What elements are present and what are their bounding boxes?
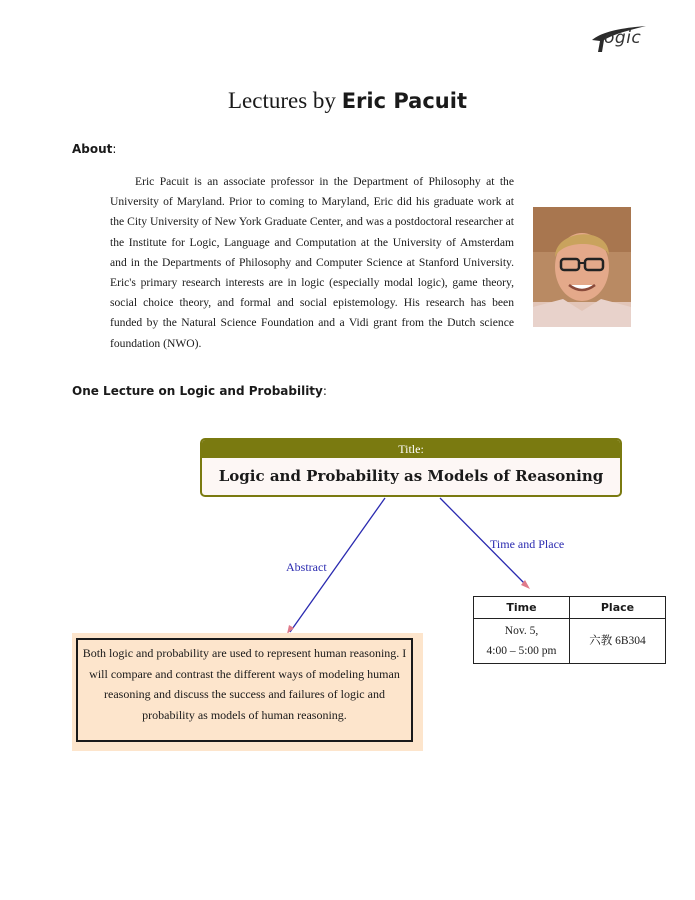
speaker-name: Eric Pacuit: [341, 89, 467, 113]
time-cell: [474, 619, 570, 664]
lecture-label: One Lecture on Logic and Probability: [72, 384, 323, 398]
table-header-row: [474, 597, 666, 619]
lecture-title: Logic and Probability as Models of Reasoning: [218, 467, 604, 485]
time-hours: 4:00 – 5:00 pm: [486, 645, 557, 657]
table-row: [474, 619, 666, 664]
title-box-header: Title:: [202, 440, 620, 458]
title-prefix: Lectures by: [228, 88, 342, 113]
time-date: Nov. 5,: [504, 625, 539, 637]
abstract-text: Both logic and probability are used to represent human reasoning. I will compare and contrast the different ways of modeling human reasoning and discuss the success and failures of logic and probability as models of human reasoning.: [76, 638, 413, 742]
time-place-table: [473, 596, 666, 664]
abstract-edge-label: Abstract: [286, 560, 327, 574]
abstract-box: [72, 633, 423, 751]
bio-paragraph: Eric Pacuit is an associate professor in the Department of Philosophy at the University of Maryland. Prior to coming to Maryland, Eric did his graduate work at the City University of New York Graduate Center, and was a postdoctoral researcher at the Institute for Logic, Language and Computation at the University of Amsterdam and in the Departments of Philosophy and Computer Science at Stanford University. Eric's primary research interests are in logic (especially modal logic), game theory, social choice theory, and formal and social epistemology. His research has been funded by the Natural Science Foundation and a Vidi grant from the Dutch science foundation (NWO).: [110, 175, 514, 350]
about-colon: :: [112, 142, 117, 156]
place-cell: 六教 6B304: [570, 619, 666, 664]
logo-text: ogic: [604, 28, 642, 48]
lecture-colon: :: [322, 384, 327, 398]
time-place-edge-label: Time and Place: [490, 537, 565, 551]
time-header: Time: [474, 597, 570, 619]
place-header: Place: [570, 597, 666, 619]
about-label: About: [72, 142, 113, 156]
